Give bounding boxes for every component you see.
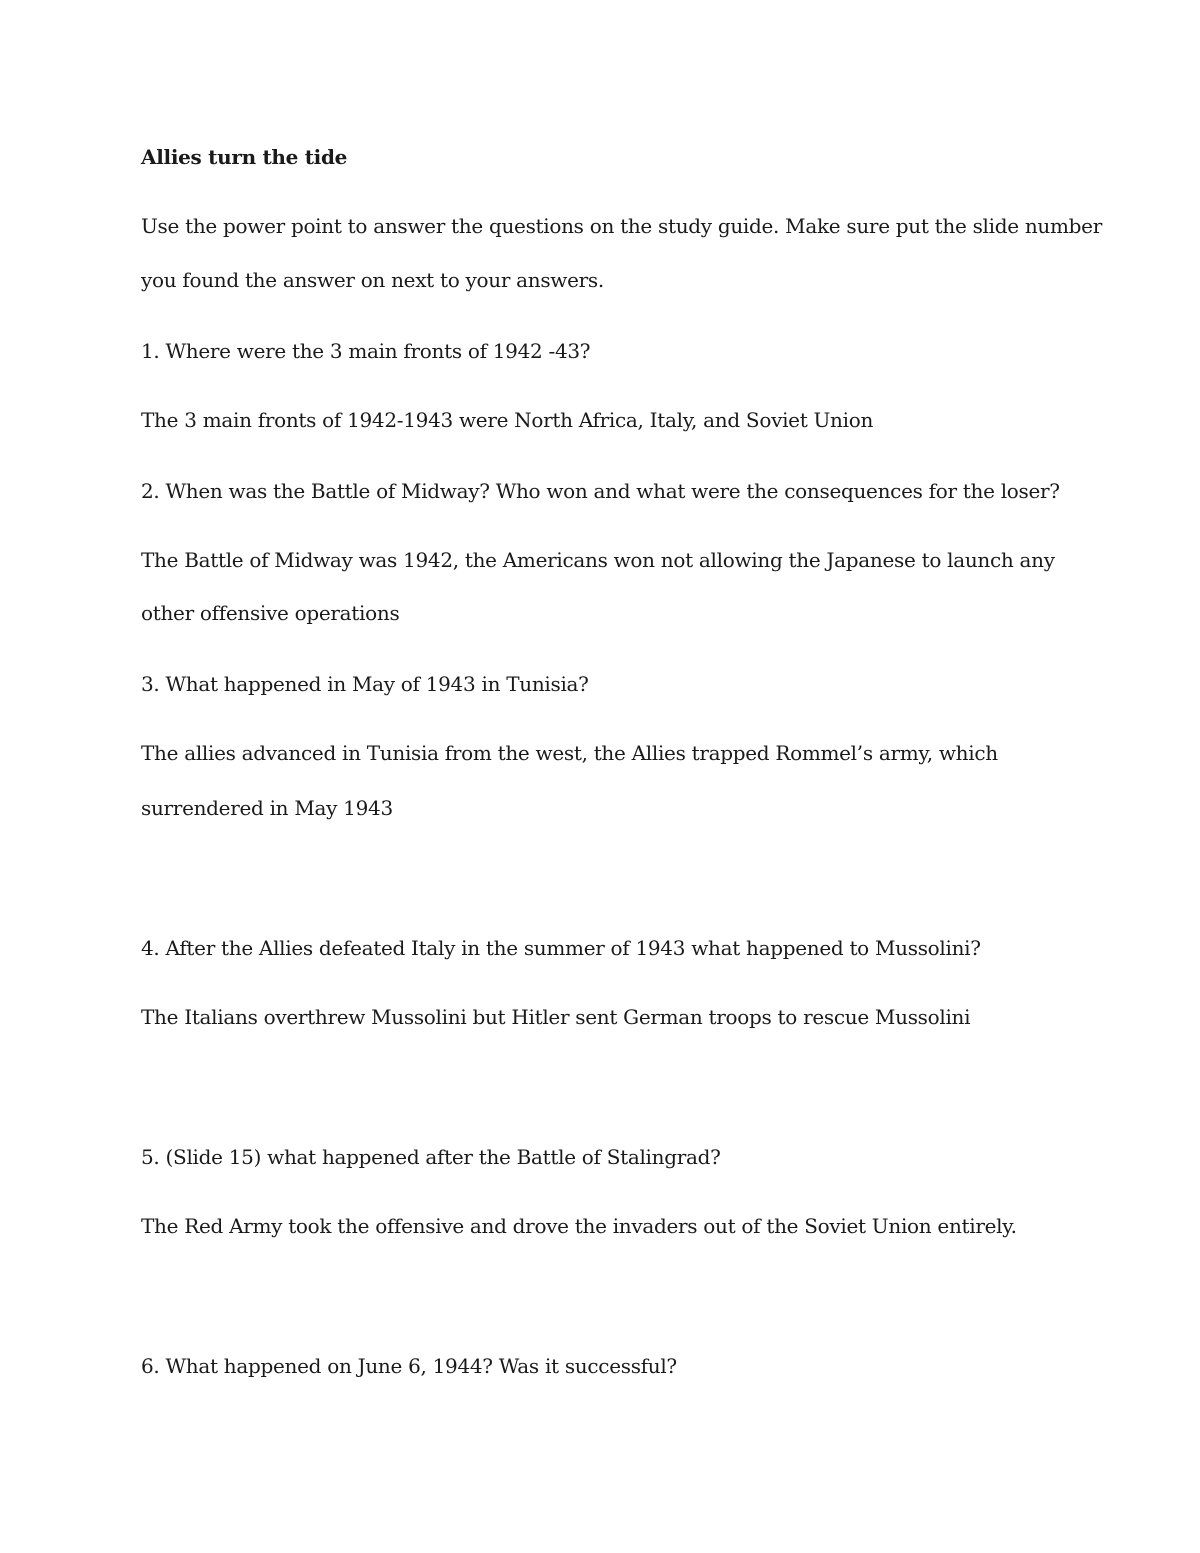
question-3: 3. What happened in May of 1943 in Tunisia? xyxy=(141,672,589,696)
question-4: 4. After the Allies defeated Italy in the summer of 1943 what happened to Mussolini? xyxy=(141,936,981,960)
instructions-line-2: you found the answer on next to your answers. xyxy=(141,268,604,292)
answer-4-line-1: The Italians overthrew Mussolini but Hitler sent German troops to rescue Mussolini xyxy=(141,1005,971,1029)
question-6: 6. What happened on June 6, 1944? Was it successful? xyxy=(141,1354,677,1378)
document-title: Allies turn the tide xyxy=(141,145,348,169)
instructions-line-1: Use the power point to answer the questions on the study guide. Make sure put the slide number xyxy=(141,214,1102,238)
question-5: 5. (Slide 15) what happened after the Battle of Stalingrad? xyxy=(141,1145,721,1169)
answer-2-line-1: The Battle of Midway was 1942, the Americans won not allowing the Japanese to launch any xyxy=(141,548,1055,572)
answer-1-line-1: The 3 main fronts of 1942-1943 were North Africa, Italy, and Soviet Union xyxy=(141,408,874,432)
question-1: 1. Where were the 3 main fronts of 1942 -43? xyxy=(141,339,591,363)
answer-5-line-1: The Red Army took the offensive and drove the invaders out of the Soviet Union entirely. xyxy=(141,1214,1017,1238)
answer-2-line-2: other offensive operations xyxy=(141,601,400,625)
answer-3-line-1: The allies advanced in Tunisia from the west, the Allies trapped Rommel’s army, which xyxy=(141,741,998,765)
question-2: 2. When was the Battle of Midway? Who won and what were the consequences for the loser? xyxy=(141,479,1060,503)
answer-3-line-2: surrendered in May 1943 xyxy=(141,796,393,820)
